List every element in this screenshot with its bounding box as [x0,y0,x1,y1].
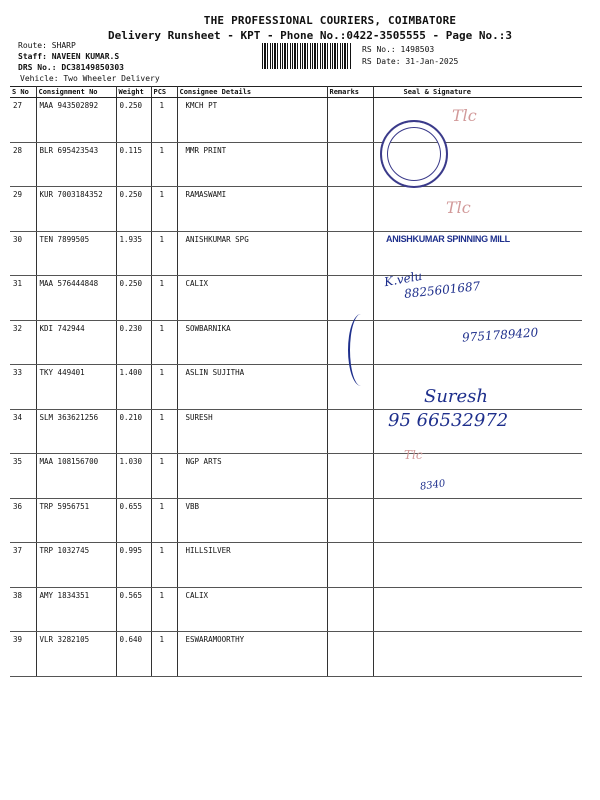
cell-signature [373,632,582,677]
signature-name: K.velu [383,268,424,290]
table-header [10,87,582,98]
cell-signature [373,498,582,543]
handwritten-mark: Tlc [404,448,423,462]
cell-pcs: 1 [151,587,177,632]
cell-weight: 0.640 [116,632,151,677]
cell-pcs: 1 [151,142,177,187]
cell-weight: 0.115 [116,142,151,187]
runsheet-title: Delivery Runsheet - KPT - Phone No.:0422-3505555 - Page No.:3 [108,29,512,42]
cell-consignee: KMCH PT [177,98,327,143]
col-sno: S No [10,87,36,98]
cell-remarks [327,543,373,588]
route: Route: SHARP [18,41,76,50]
table-row [10,587,582,632]
signature-name: Suresh [424,386,489,407]
cell-remarks [327,587,373,632]
cell-pcs: 1 [151,632,177,677]
col-consignment: Consignment No [36,87,116,98]
cell-weight: 1.935 [116,231,151,276]
cell-consignee: ANISHKUMAR SPG [177,231,327,276]
cell-sno: 35 [10,454,36,499]
cell-consignee: ESWARAMOORTHY [177,632,327,677]
cell-weight: 0.995 [116,543,151,588]
cell-sno: 29 [10,187,36,232]
cell-consignee: VBB [177,498,327,543]
cell-pcs: 1 [151,543,177,588]
col-consignee: Consignee Details [177,87,327,98]
table-row [10,187,582,232]
cell-pcs: 1 [151,409,177,454]
signature-phone: 95 66532972 [388,410,509,431]
cell-pcs: 1 [151,98,177,143]
signature-mark: 8340 [419,478,447,493]
barcode [262,43,352,69]
table-row [10,498,582,543]
cell-pcs: 1 [151,320,177,365]
cell-pcs: 1 [151,187,177,232]
company-name: THE PROFESSIONAL COURIERS, COIMBATORE [203,14,457,27]
table-row [10,543,582,588]
cell-sno: 31 [10,276,36,321]
col-remarks: Remarks [327,87,373,98]
cell-weight: 0.230 [116,320,151,365]
cell-consignee: SOWBARNIKA [177,320,327,365]
cell-remarks [327,187,373,232]
cell-consignment: TRP 5956751 [36,498,116,543]
handwritten-bracket [348,314,374,386]
cell-consignee: HILLSILVER [177,543,327,588]
cell-pcs: 1 [151,454,177,499]
cell-consignment: AMY 1834351 [36,587,116,632]
runsheet-table [10,86,582,677]
cell-weight: 0.250 [116,98,151,143]
seal-stamp [380,120,448,188]
col-pcs: PCS [151,87,177,98]
cell-sno: 33 [10,365,36,410]
table-row [10,632,582,677]
cell-consignment: TRP 1032745 [36,543,116,588]
handwritten-mark: Tlc [446,198,471,217]
cell-signature [373,187,582,232]
cell-remarks [327,231,373,276]
cell-sno: 30 [10,231,36,276]
cell-consignment: TEN 7899505 [36,231,116,276]
staff: Staff: NAVEEN KUMAR.S [18,52,120,61]
cell-sno: 34 [10,409,36,454]
cell-pcs: 1 [151,365,177,410]
cell-sno: 37 [10,543,36,588]
table-row [10,276,582,321]
rs-number: RS No.: 1498503 [362,45,435,54]
cell-weight: 1.030 [116,454,151,499]
company-stamp: ANISHKUMAR SPINNING MILL [386,234,510,244]
cell-consignment: TKY 449401 [36,365,116,410]
vehicle: Vehicle: Two Wheeler Delivery [20,74,160,83]
cell-sno: 27 [10,98,36,143]
cell-remarks [327,498,373,543]
cell-remarks [327,632,373,677]
table-row [10,365,582,410]
cell-consignee: SURESH [177,409,327,454]
cell-consignment: KDI 742944 [36,320,116,365]
cell-consignee: RAMASWAMI [177,187,327,232]
cell-consignment: KUR 7003184352 [36,187,116,232]
cell-consignee: CALIX [177,587,327,632]
cell-consignment: VLR 3282105 [36,632,116,677]
cell-weight: 0.655 [116,498,151,543]
table-row [10,142,582,187]
cell-remarks [327,142,373,187]
cell-consignee: MMR PRINT [177,142,327,187]
cell-consignment: MAA 943502892 [36,98,116,143]
rs-date: RS Date: 31-Jan-2025 [362,57,459,66]
table-row [10,98,582,143]
cell-pcs: 1 [151,276,177,321]
cell-sno: 28 [10,142,36,187]
cell-consignment: BLR 695423543 [36,142,116,187]
cell-consignment: MAA 576444848 [36,276,116,321]
cell-weight: 0.210 [116,409,151,454]
cell-weight: 0.250 [116,187,151,232]
cell-signature [373,587,582,632]
cell-remarks [327,98,373,143]
cell-consignee: CALIX [177,276,327,321]
drs-number: DRS No.: DC3814985030З [18,63,124,72]
cell-remarks [327,454,373,499]
handwritten-mark: Tlc [452,106,477,125]
cell-remarks [327,409,373,454]
cell-consignment: MAA 108156700 [36,454,116,499]
col-signature: Seal & Signature [373,87,582,98]
cell-sno: 38 [10,587,36,632]
cell-consignee: NGP ARTS [177,454,327,499]
cell-sno: 36 [10,498,36,543]
cell-signature [373,543,582,588]
cell-sno: 39 [10,632,36,677]
cell-weight: 0.250 [116,276,151,321]
table-row [10,454,582,499]
cell-sno: 32 [10,320,36,365]
signature-phone: 9751789420 [461,325,539,345]
cell-pcs: 1 [151,231,177,276]
cell-weight: 0.565 [116,587,151,632]
signature-phone: 8825601687 [403,279,481,301]
cell-consignment: SLM 363621256 [36,409,116,454]
cell-weight: 1.400 [116,365,151,410]
cell-pcs: 1 [151,498,177,543]
cell-consignee: ASLIN SUJITHA [177,365,327,410]
col-weight: Weight [116,87,151,98]
